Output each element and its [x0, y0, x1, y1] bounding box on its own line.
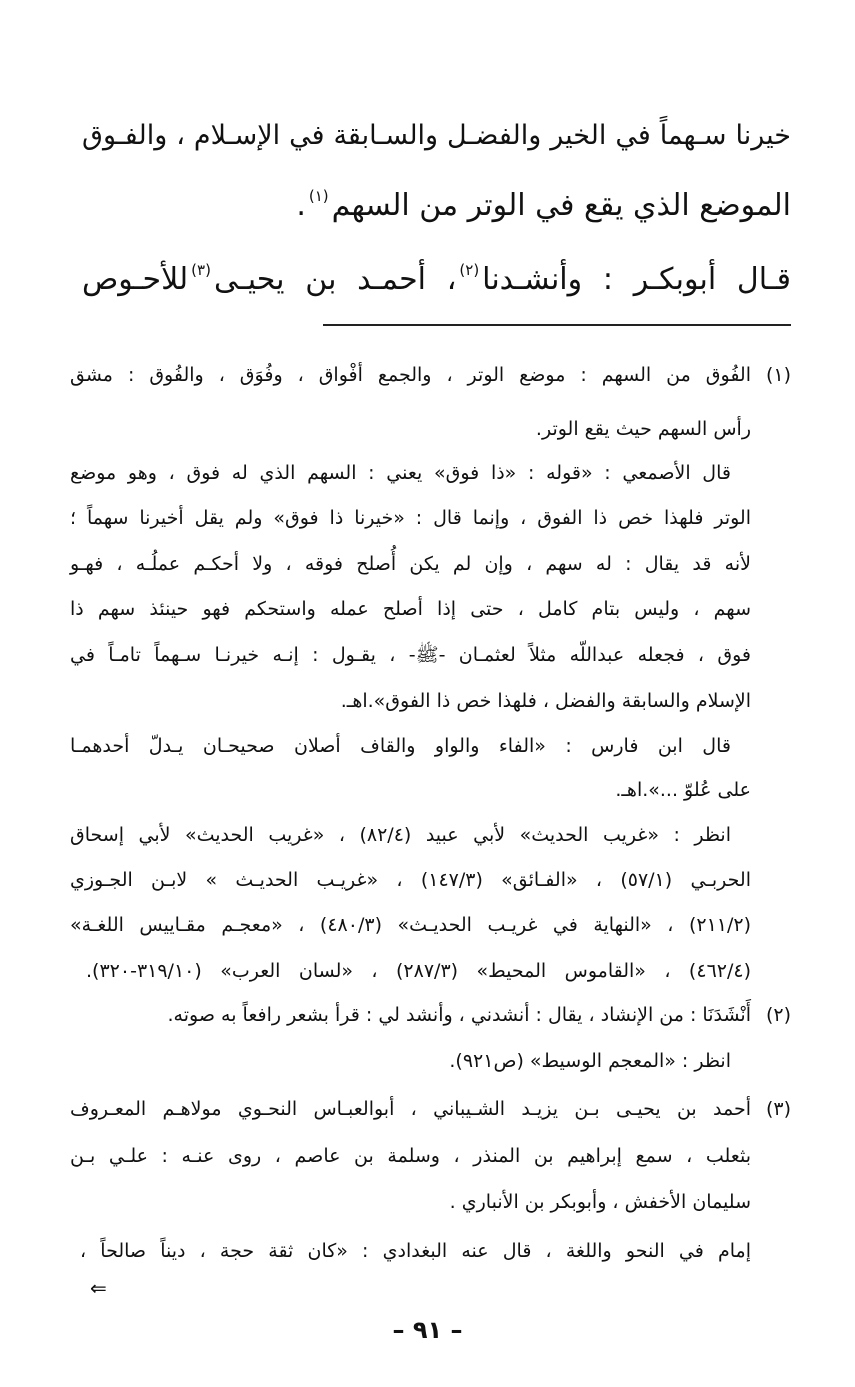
main-text-line-2 [296, 176, 791, 226]
footnote-1-asmai-line: الوتر فلهذا خص ذا الفوق ، وإنما قال : «خيرنا ذا فوق» ولم يقل أخيرنا سهماً ؛ [70, 507, 751, 529]
footnote-1-asmai-line: قال الأصمعي : «قوله : «ذا فوق» يعني : السهم الذي له فوق ، وهو موضع [70, 462, 731, 484]
footnote-ref-3[interactable]: (٣) [191, 261, 211, 279]
footnote-1-asmai-line: سهم ، وليس بتام كامل ، حتى إذا أصلح عمله واستحكم فهو حينئذ سهم ذا [70, 598, 751, 620]
main-text-line-1: خيرنا سـهماً في الخير والفضـل والسـابقة في الإسـلام ، والفـوق [82, 120, 791, 151]
main-text-line-2-text: الموضع الذي يقع في الوتر من السهم [331, 188, 791, 223]
footnote-1-asmai-line: لأنه قد يقال : له سهم ، وإن لم يكن أُصلح فوقه ، ولا أحكـم عملُـه ، فهـو [70, 553, 751, 575]
footnote-2-ref: انظر : «المعجم الوسيط» (ص٩٢١). [449, 1050, 731, 1072]
main-text-line-2-end: . [296, 188, 306, 223]
main-text-line-3-b: ، أحمـد بن يحيـى [213, 262, 457, 297]
footnote-1-refs-line: (٤٦٢/٤) ، «القاموس المحيط» (٢٨٧/٣) ، «لسان العرب» (٣١٩/١٠-٣٢٠). [86, 960, 752, 982]
footnote-1-asmai-line: فوق ، فجعله عبداللّه مثلاً لعثمـان -ﷺ- ، يقـول : إنـه خيرنـا سـهماً تامـاً في [70, 644, 751, 666]
footnote-1-faris-line: قال ابن فارس : «الفاء والواو والقاف أصلان صحيحـان يـدلّ أحدهمـا [70, 735, 731, 757]
footnote-3-number: (٣) [765, 1098, 791, 1120]
footnote-3-last-line: إمام في النحو واللغة ، قال عنه البغدادي : «كان ثقة حجة ، ديناً صالحاً ، [80, 1240, 751, 1262]
page-number: – ٩١ – [392, 1316, 463, 1344]
footnote-2-number: (٢) [765, 1004, 791, 1026]
footnote-1-line: الفُوق من السهم : موضع الوتر ، والجمع أفْواق ، وفُوَق ، والفُوق : مشق [70, 364, 751, 386]
footnote-3-line: أحمد بن يحيـى بـن يزيـد الشـيباني ، أبوالعبـاس النحـوي مولاهـم المعـروف [70, 1098, 751, 1120]
footnote-separator [323, 324, 791, 326]
footnote-1-number: (١) [765, 364, 791, 386]
footnote-ref-2[interactable]: (٢) [459, 261, 480, 279]
footnote-3-line: سليمان الأخفش ، وأبوبكر بن الأنباري . [449, 1191, 751, 1213]
footnote-1-line: رأس السهم حيث يقع الوتر. [535, 418, 751, 440]
footnote-ref-1[interactable]: (١) [308, 187, 329, 205]
footnote-1-refs-line: انظر : «غريب الحديث» لأبي عبيد (٨٢/٤) ، «غريب الحديث» لأبي إسحاق [70, 824, 731, 846]
continue-arrow-icon: ⇐ [90, 1276, 107, 1300]
footnote-1-refs-line: (٢١١/٢) ، «النهاية في غريـب الحديـث» (٤٨٠/٣) ، «معجـم مقـاييس اللغـة» [70, 914, 752, 936]
footnote-3-line: بثعلب ، سمع إبراهيم بن المنذر ، وسلمة بن عاصم ، روى عنـه : علـي بـن [70, 1145, 751, 1167]
main-text-line-3-c: للأحـوص [82, 262, 189, 297]
main-text-line-3-a: قـال أبوبكـر : وأنشـدنا [482, 262, 791, 297]
footnote-2-line: أَنْشَدَنَا : من الإنشاد ، يقال : أنشدني ، وأنشد لي : قرأ بشعر رافعاً به صوته. [167, 1004, 751, 1026]
main-text-line-3 [82, 250, 791, 300]
footnote-1-refs-line: الحربـي (٥٧/١) ، «الفـائق» (١٤٧/٣) ، «غريـب الحديـث » لابـن الجـوزي [70, 869, 751, 891]
footnote-1-asmai-line: الإسلام والسابقة والفضل ، فلهذا خص ذا الفوق».اهـ. [340, 690, 751, 712]
footnote-1-faris-line: على عُلوّ ...».اهـ. [615, 779, 751, 801]
